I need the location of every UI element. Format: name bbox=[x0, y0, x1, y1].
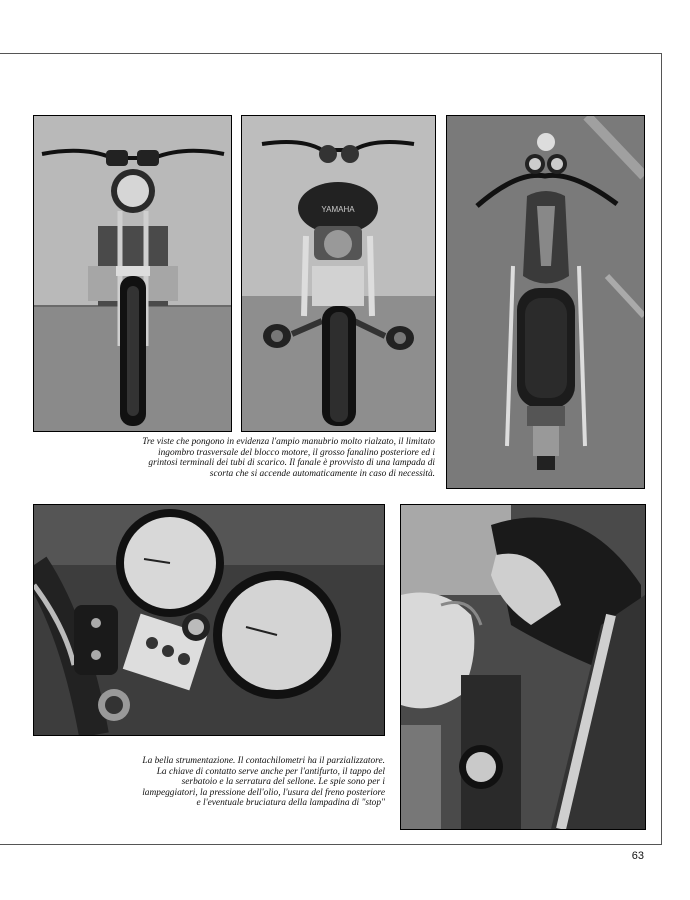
photo-front-view bbox=[33, 115, 232, 432]
caption-bottom bbox=[60, 756, 385, 809]
photo-rear-view bbox=[241, 115, 436, 432]
caption-line: scorta che si accende automaticamente in caso di necessità. bbox=[209, 468, 435, 479]
caption-top bbox=[60, 437, 435, 479]
caption-line: serbatoio e la serratura del sellone. Le spie sono per i bbox=[181, 777, 385, 788]
caption-line: La bella strumentazione. Il contachilometri ha il parzializzatore. bbox=[142, 756, 385, 766]
caption-line: e l'eventuale bruciatura della lampadina di "stop" bbox=[196, 798, 385, 809]
photo-top-view bbox=[446, 115, 645, 489]
caption-line: lampeggiatori, la pressione dell'olio, l'usura del freno posteriore bbox=[142, 787, 385, 798]
photo-headlight-detail bbox=[400, 504, 646, 830]
photo-instrument-panel bbox=[33, 504, 385, 736]
tank-lettering: YAMAHA bbox=[321, 205, 355, 214]
caption-line: La chiave di contatto serve anche per l'antifurto, il tappo del bbox=[156, 766, 385, 777]
caption-line: ingombro trasversale del blocco motore, il grosso fanalino posteriore ed i bbox=[158, 447, 435, 458]
page-number: 63 bbox=[631, 850, 644, 862]
caption-line: grintosi terminali dei tubi di scarico. Il fanale è provvisto di una lampada di bbox=[148, 458, 435, 469]
caption-line: Tre viste che pongono in evidenza l'ampio manubrio molto rialzato, il limitato bbox=[142, 437, 435, 447]
